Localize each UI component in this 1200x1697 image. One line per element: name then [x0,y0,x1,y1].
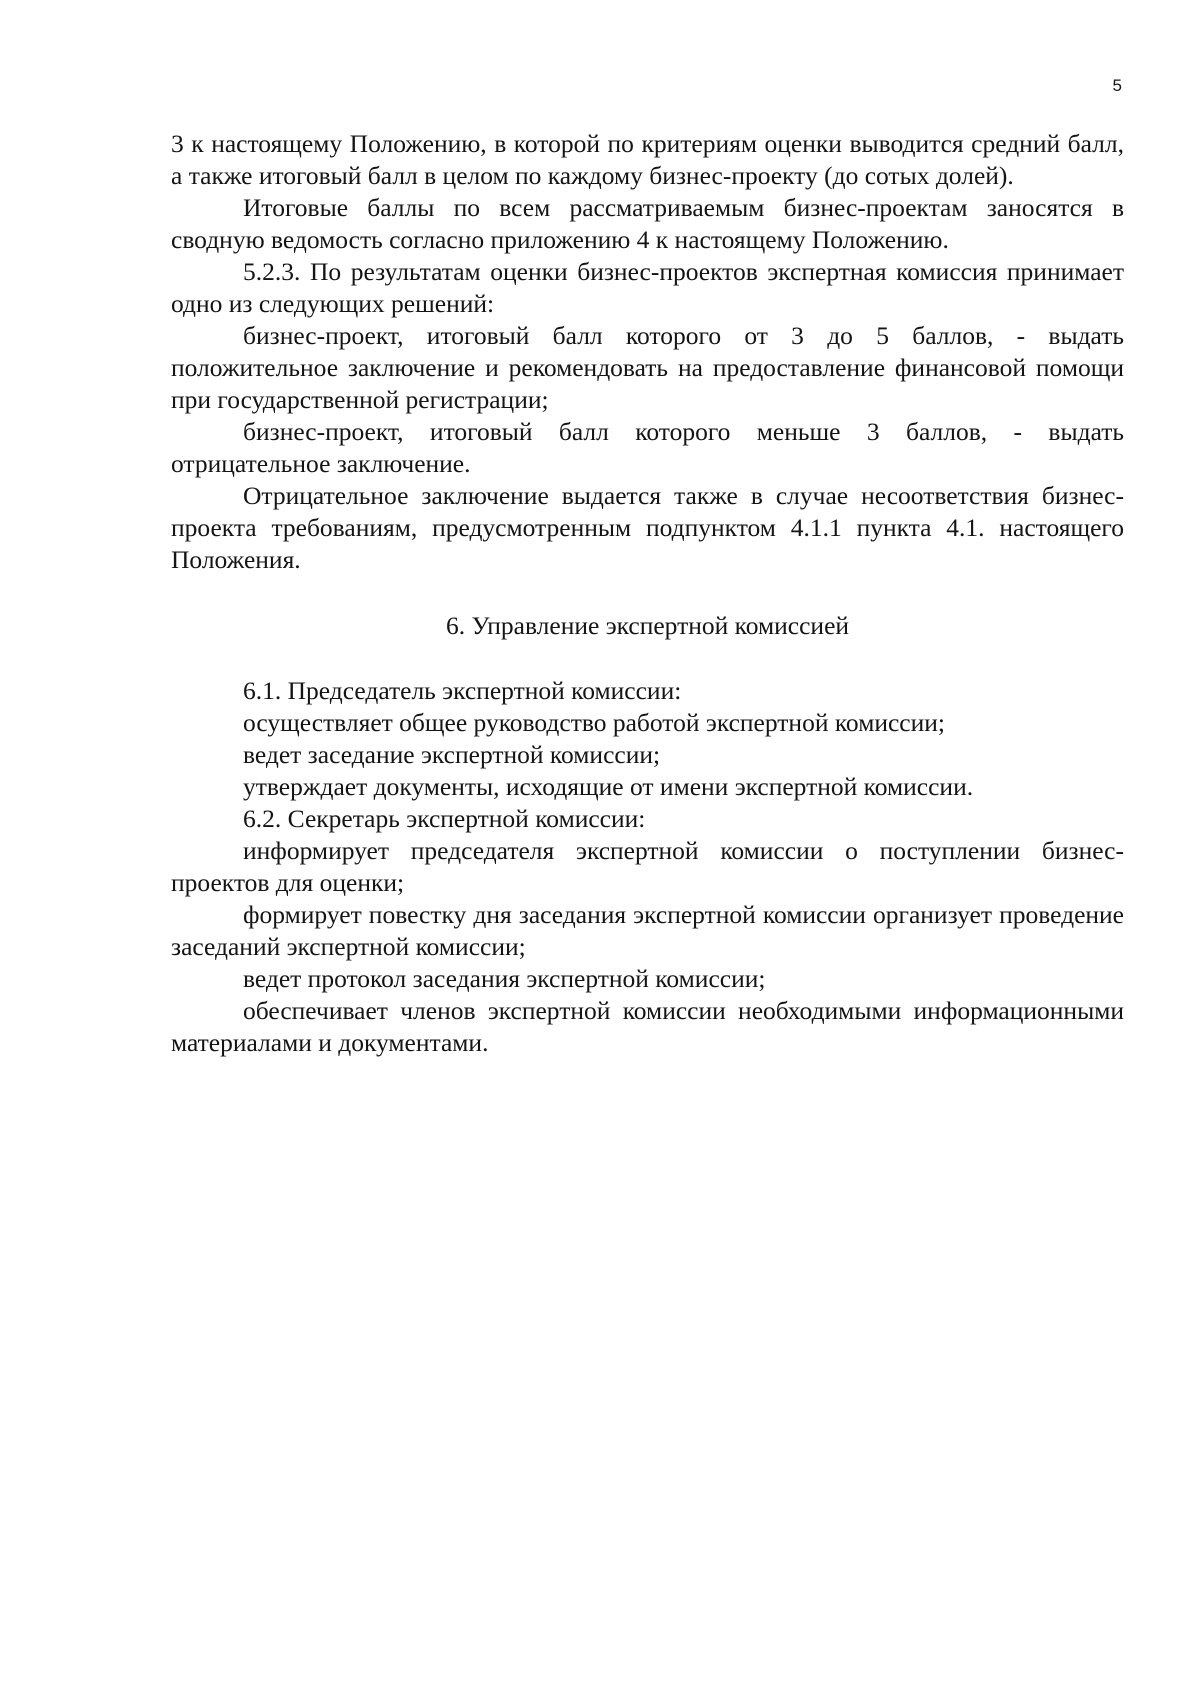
paragraph: бизнес-проект, итоговый балл которого от 3 до 5 баллов, - выдать положительное заключение и рекомендовать на предоставление финансовой помощи при государственной регистрации; [171,321,1124,414]
paragraph: 3 к настоящему Положению, в которой по критериям оценки выводится средний балл, а также итоговый балл в целом по каждому бизнес-проекту (до сотых долей). [171,129,1124,190]
section-heading: 6. Управление экспертной комиссией [445,611,850,640]
paragraph: Итоговые баллы по всем рассматриваемым бизнес-проектам заносятся в сводную ведомость согласно приложению 4 к настоящему Положению. [171,193,1124,254]
paragraph: осуществляет общее руководство работой экспертной комиссии; [243,708,945,737]
page-number: 5 [1112,76,1122,95]
paragraph: 6.1. Председатель экспертной комиссии: [243,676,682,705]
paragraph: ведет протокол заседания экспертной комиссии; [243,964,766,993]
paragraph: формирует повестку дня заседания экспертной комиссии организует проведение заседаний экспертной комиссии; [171,900,1124,961]
paragraph: 5.2.3. По результатам оценки бизнес-проектов экспертная комиссия принимает одно из следующих решений: [171,257,1124,318]
paragraph: ведет заседание экспертной комиссии; [243,740,661,769]
document-body [171,128,1124,1059]
paragraph: бизнес-проект, итоговый балл которого меньше 3 баллов, - выдать отрицательное заключение. [171,417,1124,478]
paragraph: утверждает документы, исходящие от имени экспертной комиссии. [243,772,974,801]
paragraph: Отрицательное заключение выдается также в случае несоответствия бизнес-проекта требованиям, предусмотренным подпунктом 4.1.1 пункта 4.1. настоящего Положения. [171,481,1124,574]
paragraph: 6.2. Секретарь экспертной комиссии: [243,804,646,833]
paragraph: информирует председателя экспертной комиссии о поступлении бизнес-проектов для оценки; [171,836,1124,897]
paragraph: обеспечивает членов экспертной комиссии необходимыми информационными материалами и документами. [171,996,1124,1057]
